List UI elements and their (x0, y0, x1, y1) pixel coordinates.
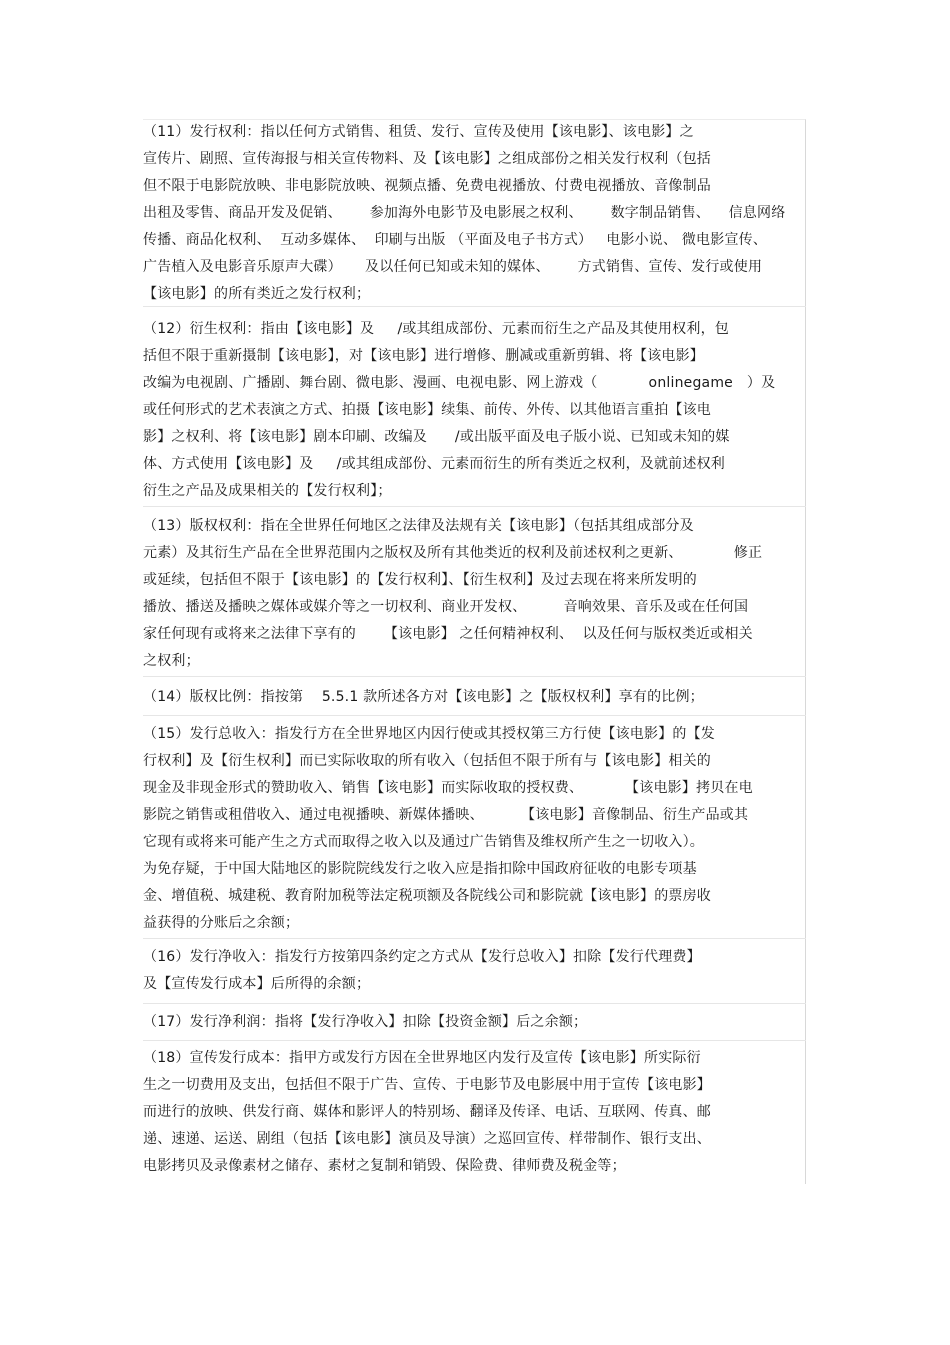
clause-line: 或任何形式的艺术表演之方式、拍摄【该电影】续集、前传、外传、以其他语言重拍【该电 (143, 402, 711, 418)
clause-line: （18）宣传发行成本：指甲方或发行方因在全世界地区内发行及宣传【该电影】所实际衍 (143, 1050, 701, 1066)
clause-16-net-revenue (143, 944, 803, 998)
clause-13-copyright (143, 513, 803, 675)
clause-line: 益获得的分账后之余额； (143, 915, 300, 931)
clause-line: （11）发行权利：指以任何方式销售、租赁、发行、宣传及使用【该电影】、该电影】之 (143, 124, 694, 140)
clause-line: 改编为电视剧、广播剧、舞台剧、微电影、漫画、电视电影、网上游戏（ onlinegame ）及 (143, 375, 776, 391)
clause-line: （17）发行净利润：指将【发行净收入】扣除【投资金额】后之余额； (143, 1014, 588, 1030)
clause-12-derivative-rights (143, 316, 803, 505)
clause-line: 宣传片、剧照、宣传海报与相关宣传物料、及【该电影】之组成部份之相关发行权利（包括 (143, 151, 711, 167)
clause-line: 而进行的放映、供发行商、媒体和影评人的特别场、翻译及传译、电话、互联网、传真、邮 (143, 1104, 711, 1120)
clause-line: 行权利】及【衍生权利】而已实际收取的所有收入（包括但不限于所有与【该电影】相关的 (143, 753, 711, 769)
clause-line: 衍生之产品及成果相关的【发行权利】； (143, 483, 392, 499)
clause-11-distribution-rights (143, 119, 803, 308)
clause-15-gross-revenue (143, 721, 803, 937)
clause-line: （15）发行总收入：指发行方在全世界地区内因行使或其授权第三方行使【该电影】的【发 (143, 726, 716, 742)
clause-line: 播放、播送及播映之媒体或媒介等之一切权利、商业开发权、 音响效果、音乐及或在任何国 (143, 599, 749, 615)
clause-line: 但不限于电影院放映、非电影院放映、视频点播、免费电视播放、付费电视播放、音像制品 (143, 178, 711, 194)
section-divider (143, 676, 806, 677)
clause-line: 生之一切费用及支出，包括但不限于广告、宣传、于电影节及电影展中用于宣传【该电影】 (143, 1077, 711, 1093)
section-divider (143, 1003, 806, 1004)
clause-line: 括但不限于重新摄制【该电影】，对【该电影】进行增修、删减或重新剪辑、将【该电影】 (143, 348, 704, 364)
section-divider (143, 1040, 806, 1041)
clause-line: 递、速递、运送、剧组（包括【该电影】演员及导演）之巡回宣传、样带制作、银行支出、 (143, 1131, 711, 1147)
clause-line: 及【宣传发行成本】后所得的余额； (143, 976, 371, 992)
clause-line: 电影拷贝及录像素材之储存、素材之复制和销毁、保险费、律师费及税金等； (143, 1158, 626, 1174)
clause-line: 出租及零售、商品开发及促销、 参加海外电影节及电影展之权利、 数字制品销售、 信息网络 (143, 205, 786, 221)
clause-18-promotion-cost (143, 1045, 803, 1180)
section-divider (143, 715, 806, 716)
section-divider (143, 506, 806, 507)
section-divider (143, 938, 806, 939)
clause-line: 【该电影】的所有类近之发行权利； (143, 286, 371, 302)
clause-line: （13）版权权利：指在全世界任何地区之法律及法规有关【该电影】（包括其组成部分及 (143, 518, 694, 534)
clause-line: 金、增值税、城建税、教育附加税等法定税项额及各院线公司和影院就【该电影】的票房收 (143, 888, 711, 904)
clause-line: 影】之权利、将【该电影】剧本印刷、改编及 /或出版平面及电子版小说、已知或未知的媒 (143, 429, 730, 445)
clause-line: （14）版权比例：指按第 5.5.1 款所述各方对【该电影】之【版权权利】享有的比例； (143, 689, 704, 705)
clause-line: 体、方式使用【该电影】及 /或其组成部份、元素而衍生的所有类近之权利，及就前述权利 (143, 456, 725, 472)
clause-line: 影院之销售或租借收入、通过电视播映、新媒体播映、 【该电影】音像制品、衍生产品或其 (143, 807, 749, 823)
clause-line: 或延续，包括但不限于【该电影】的【发行权利】、【衍生权利】及过去现在将来所发明的 (143, 572, 697, 588)
clause-line: 之权利； (143, 653, 200, 669)
clause-line: 传播、商品化权利、 互动多媒体、 印刷与出版 （平面及电子书方式） 电影小说、 微电影宣传、 (143, 232, 768, 248)
clause-line: 元素）及其衍生产品在全世界范围内之版权及所有其他类近的权利及前述权利之更新、 修正 (143, 545, 763, 561)
clause-line: 它现有或将来可能产生之方式而取得之收入以及通过广告销售及维权所产生之一切收入）。 (143, 834, 704, 850)
clause-line: 家任何现有或将来之法律下享有的 【该电影】 之任何精神权利、 以及任何与版权类近或相关 (143, 626, 753, 642)
clause-line: 为免存疑，于中国大陆地区的影院院线发行之收入应是指扣除中国政府征收的电影专项基 (143, 861, 697, 877)
clause-17-net-profit (143, 1009, 803, 1036)
clause-line: （12）衍生权利：指由【该电影】及 /或其组成部份、元素而衍生之产品及其使用权利，包 (143, 321, 729, 337)
clause-line: （16）发行净收入：指发行方按第四条约定之方式从【发行总收入】扣除【发行代理费】 (143, 949, 701, 965)
clause-14-copyright-ratio (143, 684, 803, 711)
clause-line: 广告植入及电影音乐原声大碟） 及以任何已知或未知的媒体、 方式销售、宣传、发行或使用 (143, 259, 763, 275)
clause-line: 现金及非现金形式的赞助收入、销售【该电影】而实际收取的授权费、 【该电影】拷贝在电 (143, 780, 753, 796)
